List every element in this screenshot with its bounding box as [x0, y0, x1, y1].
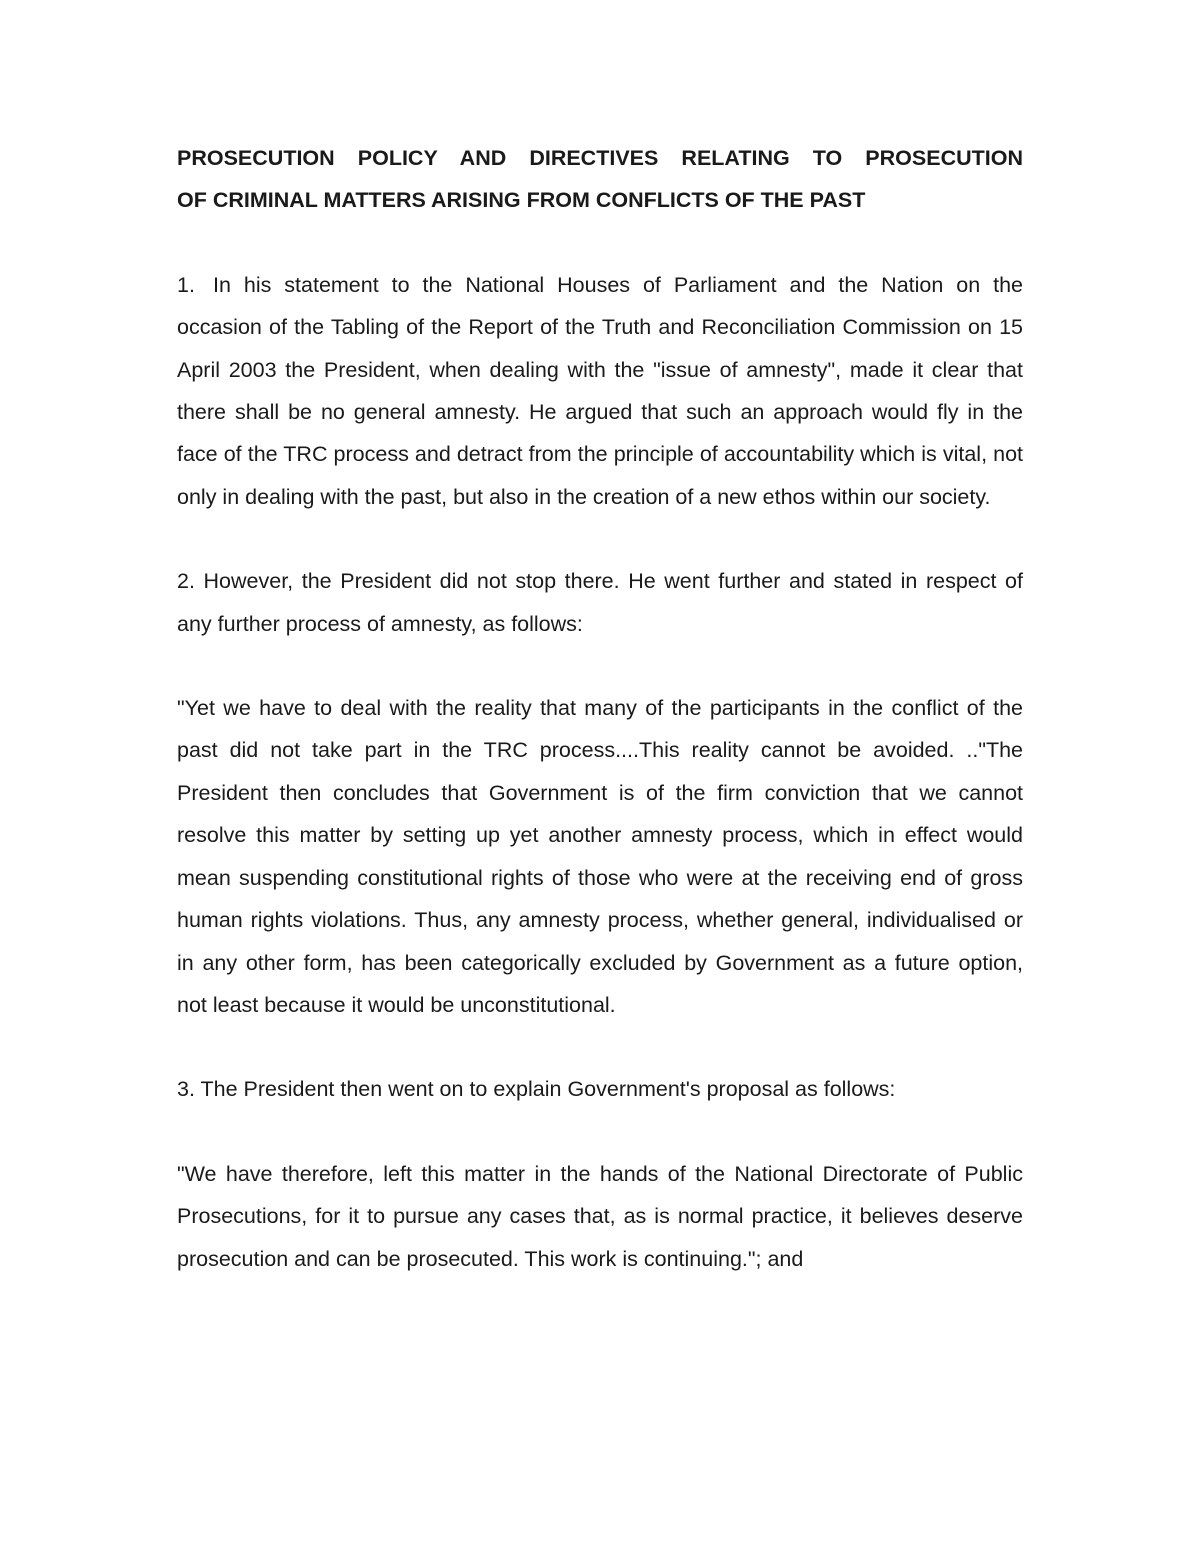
quote-paragraph-1: [177, 687, 1023, 1026]
paragraph-number: 3.: [177, 1077, 195, 1102]
quote-paragraph-2: [177, 1153, 1023, 1280]
document-page: [177, 137, 1023, 1322]
paragraph-number: 2.: [177, 569, 195, 594]
paragraph-number: 1.: [177, 272, 195, 297]
paragraph-text: "We have therefore, left this matter in the hands of the National Directorate of Public Prosecutions, for it to pursue any cases that, as is normal practice, it believes deserve prosecution and can be prosecuted. This work is continuing."; and: [177, 1161, 1023, 1271]
paragraph-text: However, the President did not stop there. He went further and stated in respect of any further process of amnesty, as follows:: [177, 569, 1023, 636]
paragraph-text: In his statement to the National Houses of Parliament and the Nation on the occasion of the Tabling of the Report of the Truth and Reconciliation Commission on 15 April 2003 the President, when dealing with the "issue of amnesty", made it clear that there shall be no general amnesty. He argued that such an approach would fly in the face of the TRC process and detract from the principle of accountability which is vital, not only in dealing with the past, but also in the creation of a new ethos within our society.: [177, 272, 1023, 509]
paragraph-2: [177, 560, 1023, 645]
title-line-2: OF CRIMINAL MATTERS ARISING FROM CONFLICTS OF THE PAST: [177, 188, 866, 213]
paragraph-3: [177, 1068, 1023, 1110]
paragraph-text: The President then went on to explain Government's proposal as follows:: [200, 1077, 896, 1102]
paragraph-1: [177, 264, 1023, 518]
title-line-1: PROSECUTION POLICY AND DIRECTIVES RELATING TO PROSECUTION: [177, 146, 1023, 170]
document-title: [177, 137, 1023, 222]
paragraph-text: "Yet we have to deal with the reality that many of the participants in the conflict of the past did not take part in the TRC process....This reality cannot be avoided. .."The President then concludes that Government is of the firm conviction that we cannot resolve this matter by setting up yet another amnesty process, which in effect would mean suspending constitutional rights of those who were at the receiving end of gross human rights violations. Thus, any amnesty process, whether general, individualised or in any other form, has been categorically excluded by Government as a future option, not least because it would be unconstitutional.: [177, 696, 1023, 1017]
